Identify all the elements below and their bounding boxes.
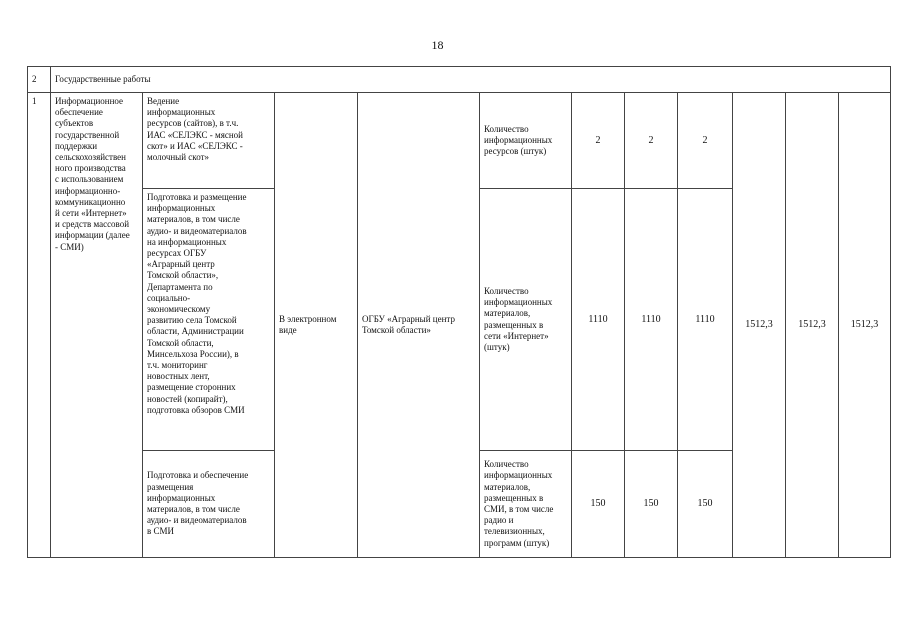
cell-line: информационных bbox=[147, 107, 216, 118]
indicator-text bbox=[484, 124, 552, 158]
indicator-value-cell bbox=[571, 92, 625, 189]
cell-line: телевизионных, bbox=[484, 526, 545, 537]
cell-line: СМИ, в том числе bbox=[484, 504, 554, 514]
cell-line: экономическому bbox=[147, 304, 211, 315]
work-description-text bbox=[147, 192, 270, 416]
cell-line: программ (штук) bbox=[484, 537, 550, 548]
cell-line: виде bbox=[279, 325, 297, 335]
cell-line: скот» и ИАС «СЕЛЭКС - bbox=[147, 140, 243, 151]
funding-cell bbox=[732, 92, 786, 558]
indicator-value: 1110 bbox=[695, 313, 715, 325]
cell-line: ИАС «СЕЛЭКС - мясной bbox=[147, 129, 243, 140]
cell-line: Информационное bbox=[55, 96, 124, 106]
cell-line: информационно- bbox=[55, 185, 121, 196]
indicator-value: 1110 bbox=[641, 313, 661, 325]
cell-line: материалов, в том числе bbox=[147, 504, 240, 514]
cell-line: «Аграрный центр bbox=[147, 259, 215, 270]
cell-line: молочный скот» bbox=[147, 152, 210, 163]
indicator-value-cell bbox=[624, 450, 678, 558]
indicator-cell bbox=[479, 92, 572, 189]
cell-line: коммуникационно bbox=[55, 196, 126, 207]
cell-line: государственной bbox=[55, 129, 120, 140]
cell-line: ного производства bbox=[55, 163, 126, 174]
cell-line: Количество bbox=[484, 285, 529, 296]
cell-line: Томской области» bbox=[362, 325, 431, 335]
cell-line: (штук) bbox=[484, 341, 510, 352]
work-name-cell bbox=[50, 92, 143, 558]
cell-line: новостей (копирайт), bbox=[147, 393, 228, 404]
cell-line: аудио- и видеоматериалов bbox=[147, 225, 247, 236]
section-title: Государственные работы bbox=[55, 73, 151, 84]
cell-line: размещенных в bbox=[484, 492, 544, 503]
cell-line: ОГБУ «Аграрный центр bbox=[362, 313, 455, 324]
cell-line: и средств массовой bbox=[55, 219, 130, 230]
work-description-cell bbox=[142, 92, 275, 189]
indicator-value-cell bbox=[677, 188, 733, 451]
funding-value: 1512,3 bbox=[798, 319, 826, 331]
cell-line: Минсельхоза России), в bbox=[147, 348, 239, 359]
cell-line: Подготовка и размещение bbox=[147, 192, 247, 202]
cell-line: Ведение bbox=[147, 96, 180, 106]
cell-line: информационных bbox=[484, 297, 553, 308]
cell-line: Томской области, bbox=[147, 337, 214, 348]
work-name-text bbox=[55, 96, 138, 253]
funding-cell bbox=[838, 92, 891, 558]
cell-line: ресурсов (штук) bbox=[484, 146, 547, 157]
cell-line: й сети «Интернет» bbox=[55, 208, 127, 219]
cell-line: в СМИ bbox=[147, 526, 175, 537]
work-form-cell bbox=[274, 92, 358, 558]
section-title-cell bbox=[50, 66, 891, 93]
indicator-value-cell bbox=[571, 450, 625, 558]
cell-line: поддержки bbox=[55, 140, 98, 151]
cell-line: информационных bbox=[484, 470, 553, 481]
cell-line: радио и bbox=[484, 515, 514, 526]
cell-line: материалов, в том числе bbox=[147, 214, 240, 225]
indicator-value: 150 bbox=[697, 498, 713, 510]
cell-line: размещение сторонних bbox=[147, 382, 236, 393]
cell-line: т.ч. мониторинг bbox=[147, 360, 208, 371]
funding-value: 1512,3 bbox=[850, 319, 879, 331]
row-number: 1 bbox=[32, 96, 37, 106]
cell-line: информационных bbox=[147, 492, 216, 503]
indicator-value: 150 bbox=[643, 498, 659, 510]
executor-cell bbox=[357, 92, 480, 558]
indicator-value: 2 bbox=[648, 134, 654, 146]
cell-line: Подготовка и обеспечение bbox=[147, 470, 249, 481]
cell-line: социально- bbox=[147, 292, 191, 303]
executor-text bbox=[362, 314, 455, 336]
work-description-cell bbox=[142, 450, 275, 558]
indicator-value-cell bbox=[677, 450, 733, 558]
cell-line: Департамента по bbox=[147, 281, 213, 292]
indicator-cell bbox=[479, 450, 572, 558]
work-form-text bbox=[279, 314, 336, 336]
cell-line: сельскохозяйствен bbox=[55, 152, 126, 163]
cell-line: Количество bbox=[484, 123, 529, 134]
indicator-value: 2 bbox=[702, 134, 708, 146]
cell-line: развитию села Томской bbox=[147, 315, 237, 326]
funding-cell bbox=[785, 92, 839, 558]
cell-line: сети «Интернет» bbox=[484, 330, 549, 341]
cell-line: подготовка обзоров СМИ bbox=[147, 404, 245, 415]
cell-line: материалов, bbox=[484, 308, 531, 319]
cell-line: новостных лент, bbox=[147, 371, 210, 382]
cell-line: В электронном bbox=[279, 313, 337, 324]
indicator-value: 1110 bbox=[588, 313, 608, 325]
cell-line: ресурсах ОГБУ bbox=[147, 248, 207, 259]
work-description-cell bbox=[142, 188, 275, 451]
cell-line: информации (далее bbox=[55, 230, 130, 241]
work-description-text bbox=[147, 470, 248, 537]
cell-line: размещения bbox=[147, 481, 194, 492]
cell-line: Количество bbox=[484, 459, 529, 470]
cell-line: размещенных в bbox=[484, 319, 544, 330]
indicator-value-cell bbox=[624, 188, 678, 451]
indicator-text bbox=[484, 286, 552, 353]
cell-line: ресурсов (сайтов), в т.ч. bbox=[147, 118, 239, 129]
indicator-value-cell bbox=[624, 92, 678, 189]
cell-line: информационных bbox=[484, 134, 553, 145]
indicator-value: 2 bbox=[595, 134, 601, 146]
cell-line: на информационных bbox=[147, 236, 227, 247]
row-number-cell bbox=[27, 92, 51, 558]
cell-line: обеспечение bbox=[55, 107, 103, 118]
indicator-value-cell bbox=[571, 188, 625, 451]
indicator-text bbox=[484, 459, 553, 549]
cell-line: с использованием bbox=[55, 174, 124, 185]
cell-line: Томской области», bbox=[147, 270, 219, 281]
indicator-value-cell bbox=[677, 92, 733, 189]
cell-line: информационных bbox=[147, 203, 216, 214]
cell-line: аудио- и видеоматериалов bbox=[147, 515, 247, 526]
section-number: 2 bbox=[32, 73, 37, 84]
indicator-cell bbox=[479, 188, 572, 451]
funding-value: 1512,3 bbox=[745, 319, 773, 331]
work-description-text bbox=[147, 96, 270, 163]
section-number-cell bbox=[27, 66, 51, 93]
cell-line: - СМИ) bbox=[55, 241, 84, 252]
cell-line: субъектов bbox=[55, 118, 94, 129]
cell-line: области, Администрации bbox=[147, 326, 244, 337]
indicator-value: 150 bbox=[590, 498, 606, 510]
page-number: 18 bbox=[431, 38, 444, 52]
cell-line: материалов, bbox=[484, 481, 531, 492]
